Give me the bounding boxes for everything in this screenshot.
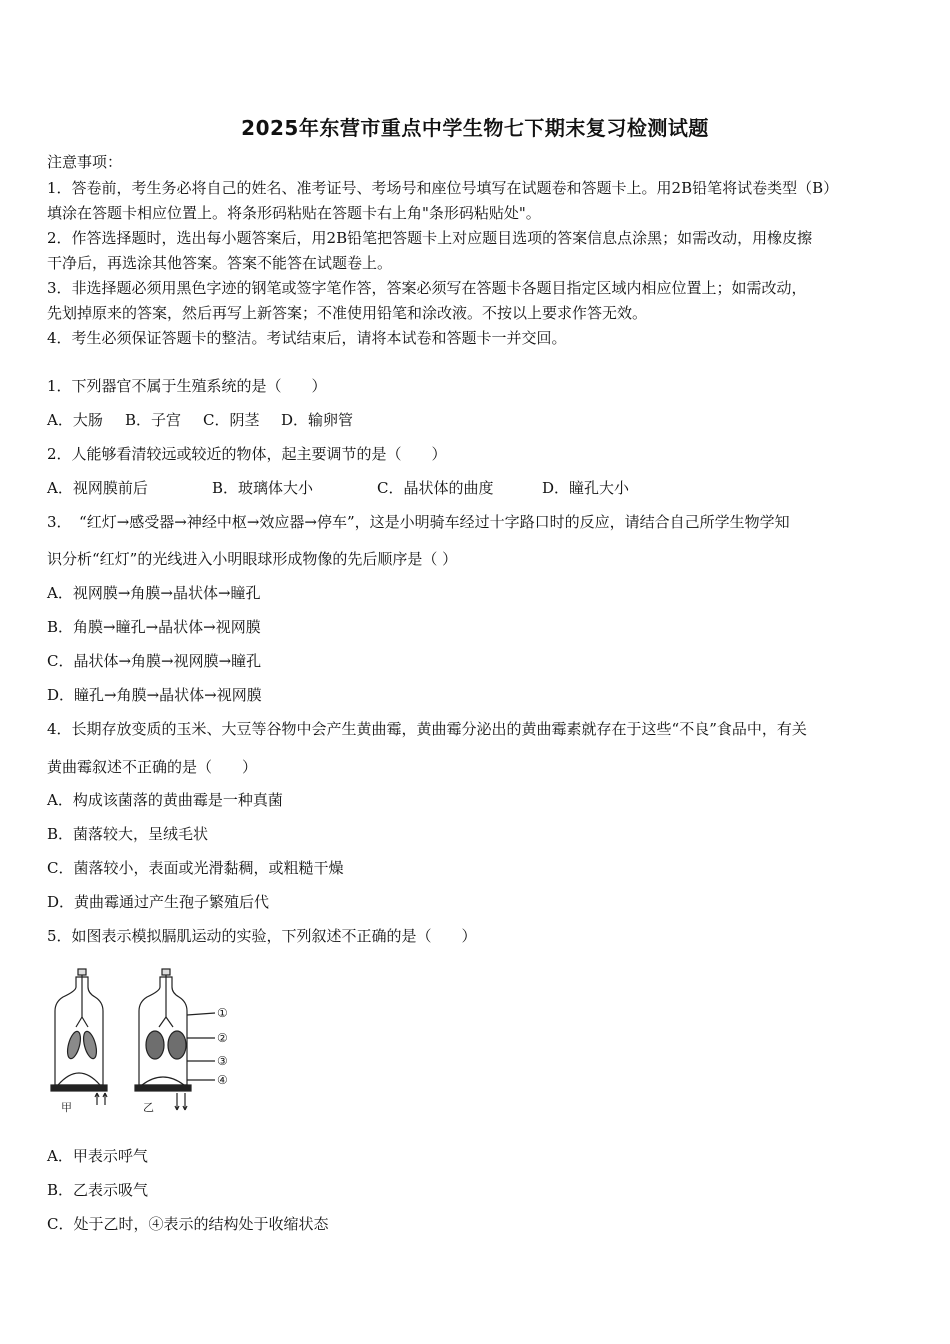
question-5-option-a: A．甲表示呼气 bbox=[47, 1147, 148, 1165]
question-5-option-c: C．处于乙时，④表示的结构处于收缩状态 bbox=[47, 1215, 329, 1233]
marker-1: ① bbox=[217, 1006, 228, 1020]
question-4-option-b: B．菌落较大，呈绒毛状 bbox=[47, 825, 209, 843]
notice-line: 2．作答选择题时，选出每小题答案后，用2B铅笔把答题卡上对应题目选项的答案信息点涂黑；如需改动，用橡皮擦 bbox=[47, 229, 813, 247]
question-2-options bbox=[47, 478, 917, 498]
question-1-option-b: B．子宫 bbox=[125, 411, 182, 429]
question-1-options bbox=[47, 410, 917, 430]
question-4-option-d: D．黄曲霉通过产生孢子繁殖后代 bbox=[47, 893, 270, 911]
question-2-option-d: D．瞳孔大小 bbox=[542, 479, 630, 497]
question-3-option-a: A．视网膜→角膜→晶状体→瞳孔 bbox=[47, 584, 261, 602]
notice-heading: 注意事项： bbox=[47, 153, 123, 171]
bell-jar-jia bbox=[51, 969, 107, 1105]
question-4-stem-line-1: 4．长期存放变质的玉米、大豆等谷物中会产生黄曲霉，黄曲霉分泌出的黄曲霉素就存在于这些“不良”食品中，有关 bbox=[47, 720, 807, 738]
notice-line: 干净后，再选涂其他答案。答案不能答在试题卷上。 bbox=[47, 254, 393, 272]
label-jia: 甲 bbox=[61, 1101, 72, 1114]
question-4-option-a: A．构成该菌落的黄曲霉是一种真菌 bbox=[47, 791, 283, 809]
notice-line: 先划掉原来的答案，然后再写上新答案；不准使用铅笔和涂改液。不按以上要求作答无效。 bbox=[47, 304, 648, 322]
notice-line: 4．考生必须保证答题卡的整洁。考试结束后，请将本试卷和答题卡一并交回。 bbox=[47, 329, 567, 347]
question-2-stem: 2．人能够看清较远或较近的物体，起主要调节的是（ ） bbox=[47, 445, 447, 463]
question-3-option-c: C．晶状体→角膜→视网膜→瞳孔 bbox=[47, 652, 262, 670]
notice-line: 1．答卷前，考生务必将自己的姓名、准考证号、考场号和座位号填写在试题卷和答题卡上。用2B铅笔将试卷类型（B） bbox=[47, 179, 839, 197]
notice-line: 填涂在答题卡相应位置上。将条形码粘贴在答题卡右上角"条形码粘贴处"。 bbox=[47, 204, 541, 222]
question-3-stem-line-2: 识分析“红灯”的光线进入小明眼球形成物像的先后顺序是（ ） bbox=[47, 550, 458, 568]
bell-jar-yi bbox=[135, 969, 215, 1110]
question-5-stem: 5．如图表示模拟膈肌运动的实验，下列叙述不正确的是（ ） bbox=[47, 927, 477, 945]
marker-3: ③ bbox=[217, 1054, 228, 1068]
question-1-option-a: A．大肠 bbox=[47, 411, 103, 429]
question-4-option-c: C．菌落较小，表面或光滑黏稠，或粗糙干燥 bbox=[47, 859, 344, 877]
question-2-option-a: A．视网膜前后 bbox=[47, 479, 148, 497]
question-2-option-b: B．玻璃体大小 bbox=[212, 479, 314, 497]
question-3-option-b: B．角膜→瞳孔→晶状体→视网膜 bbox=[47, 618, 261, 636]
question-3-option-d: D．瞳孔→角膜→晶状体→视网膜 bbox=[47, 686, 262, 704]
question-5-option-b: B．乙表示吸气 bbox=[47, 1181, 149, 1199]
question-1-option-c: C．阴茎 bbox=[203, 411, 260, 429]
diaphragm-experiment-figure bbox=[45, 965, 245, 1115]
question-1-option-d: D．输卵管 bbox=[281, 411, 354, 429]
marker-2: ② bbox=[217, 1031, 228, 1045]
notice-line: 3．非选择题必须用黑色字迹的钢笔或签字笔作答，答案必须写在答题卡各题目指定区域内相应位置上；如需改动， bbox=[47, 279, 807, 297]
question-4-stem-line-2: 黄曲霉叙述不正确的是（ ） bbox=[47, 758, 258, 776]
question-2-option-c: C．晶状体的曲度 bbox=[377, 479, 494, 497]
page-title: 2025年东营市重点中学生物七下期末复习检测试题 bbox=[241, 116, 709, 140]
marker-4: ④ bbox=[217, 1073, 228, 1087]
question-1-stem: 1．下列器官不属于生殖系统的是（ ） bbox=[47, 377, 327, 395]
question-3-stem-line-1: 3． “红灯→感受器→神经中枢→效应器→停车”，这是小明骑车经过十字路口时的反应，请结合自己所学生物学知 bbox=[47, 513, 790, 531]
label-yi: 乙 bbox=[143, 1101, 154, 1114]
